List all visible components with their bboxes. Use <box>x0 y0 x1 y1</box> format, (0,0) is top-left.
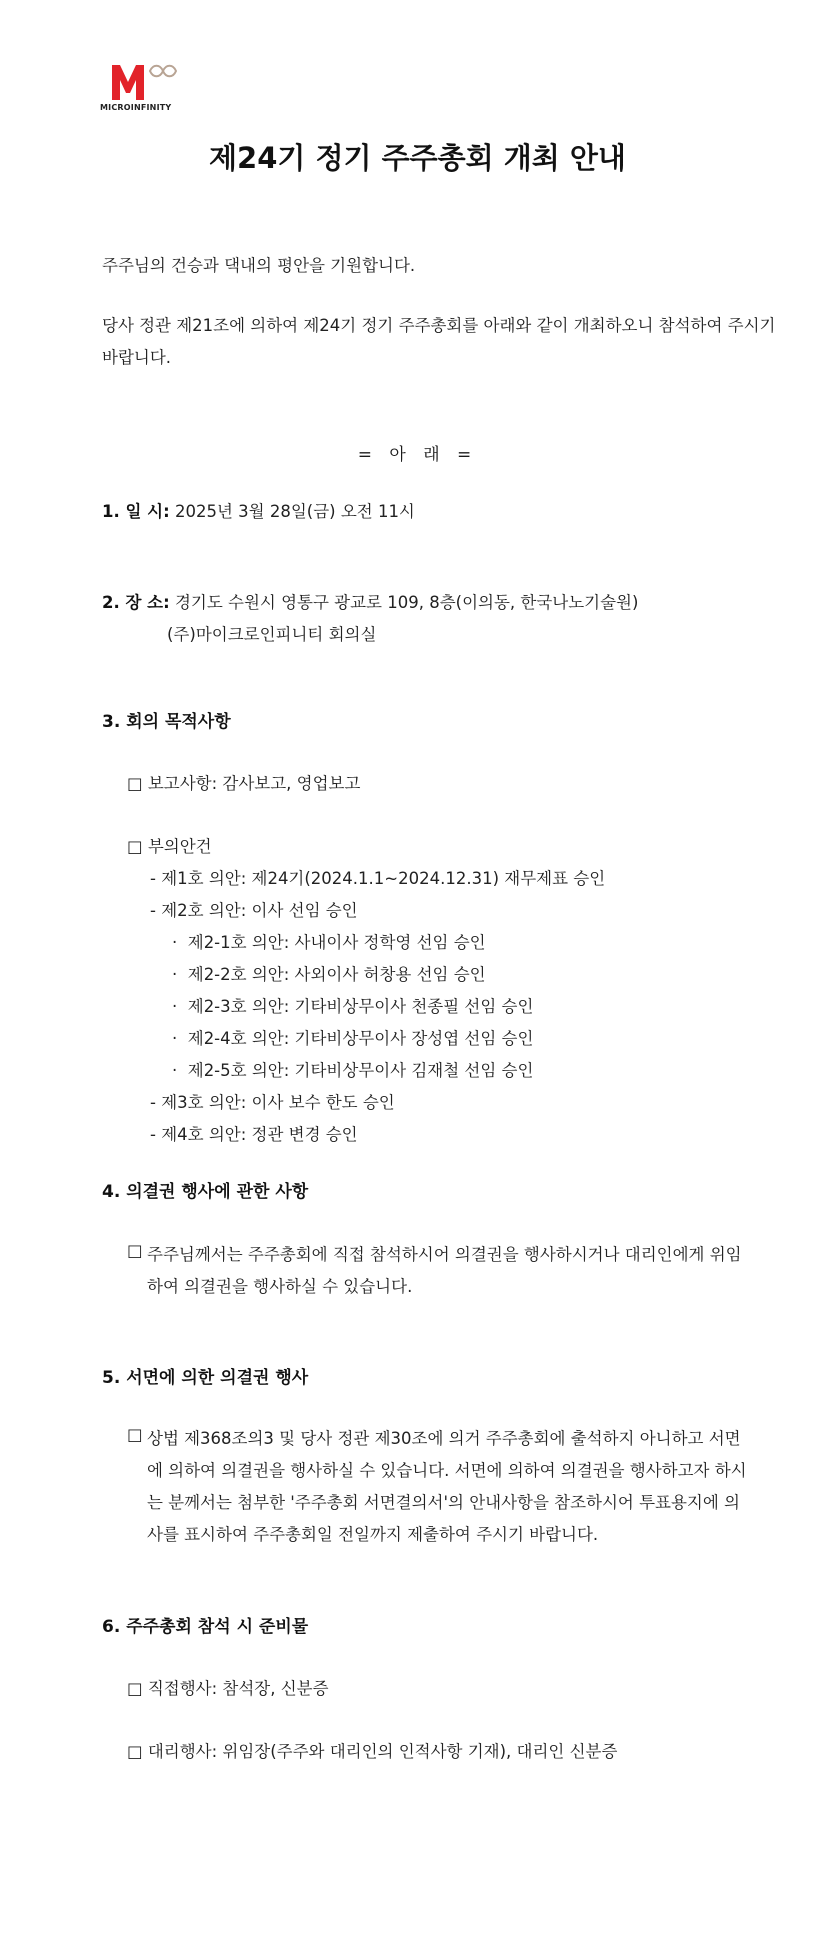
venue-label: 2. 장 소: <box>102 593 170 612</box>
sub-bullet: · <box>172 965 178 984</box>
logo-wordmark: MICROINFINITY <box>100 103 172 112</box>
voting-line-2: 하여 의결권을 행사하실 수 있습니다. <box>147 1277 413 1296</box>
datetime-label: 1. 일 시: <box>102 502 170 521</box>
section-3-heading: 3. 회의 목적사항 <box>102 712 231 732</box>
intro-line-2: 바랍니다. <box>102 348 172 367</box>
written-vote-line-4: 사를 표시하여 주주총회일 전일까지 제출하여 주시기 바랍니다. <box>147 1525 599 1544</box>
voting-box: □ <box>127 1241 143 1260</box>
agenda-sub-item: · 제2-5호 의안: 기타비상무이사 김재철 선임 승인 <box>172 1061 534 1080</box>
agenda-item-1: - 제1호 의안: 제24기(2024.1.1~2024.12.31) 재무제표 승인 <box>150 869 606 888</box>
written-vote-box: □ <box>127 1425 143 1444</box>
agenda-item-4: - 제4호 의안: 정관 변경 승인 <box>150 1125 358 1144</box>
agenda-sub-item: · 제2-4호 의안: 기타비상무이사 장성엽 선임 승인 <box>172 1029 534 1048</box>
intro-line-1: 당사 정관 제21조에 의하여 제24기 정기 주주총회를 아래와 같이 개최하오니 참석하여 주시기 <box>102 316 776 335</box>
agenda-sub-item: · 제2-3호 의안: 기타비상무이사 천종필 선임 승인 <box>172 997 534 1016</box>
separator-heading: = 아 래 = <box>357 445 478 465</box>
sub-bullet: · <box>172 933 178 952</box>
written-vote-line-2: 에 의하여 의결권을 행사하실 수 있습니다. 서면에 의하여 의결권을 행사하고자 하시 <box>147 1461 747 1480</box>
company-logo <box>100 58 195 114</box>
agenda-item-2: - 제2호 의안: 이사 선임 승인 <box>150 901 358 920</box>
prep-proxy: □ 대리행사: 위임장(주주와 대리인의 인적사항 기재), 대리인 신분증 <box>127 1742 618 1761</box>
microinfinity-m-icon <box>100 58 195 103</box>
venue-line-2: (주)마이크로인피니티 회의실 <box>167 625 377 644</box>
greeting-text: 주주님의 건승과 댁내의 평안을 기원합니다. <box>102 256 416 275</box>
page-title: 제24기 정기 주주총회 개최 안내 <box>209 141 626 175</box>
sub-bullet: · <box>172 1029 178 1048</box>
prep-direct: □ 직접행사: 참석장, 신분증 <box>127 1679 329 1698</box>
section-datetime <box>102 498 415 522</box>
section-4-heading: 4. 의결권 행사에 관한 사항 <box>102 1182 309 1202</box>
section-5-heading: 5. 서면에 의한 의결권 행사 <box>102 1368 309 1388</box>
report-items: □ 보고사항: 감사보고, 영업보고 <box>127 774 361 793</box>
agenda-item-3: - 제3호 의안: 이사 보수 한도 승인 <box>150 1093 395 1112</box>
agenda-sub-item: · 제2-2호 의안: 사외이사 허창용 선임 승인 <box>172 965 486 984</box>
voting-line-1: 주주님께서는 주주총회에 직접 참석하시어 의결권을 행사하시거나 대리인에게 위임 <box>147 1245 742 1264</box>
venue-line-1: 경기도 수원시 영통구 광교로 109, 8층(이의동, 한국나노기술원) <box>174 593 639 612</box>
sub-bullet: · <box>172 997 178 1016</box>
agenda-sub-item: · 제2-1호 의안: 사내이사 정학영 선임 승인 <box>172 933 486 952</box>
resolution-title: □ 부의안건 <box>127 837 212 856</box>
sub-bullet: · <box>172 1061 178 1080</box>
written-vote-line-1: 상법 제368조의3 및 당사 정관 제30조에 의거 주주총회에 출석하지 아니하고 서면 <box>147 1429 741 1448</box>
section-venue <box>102 589 638 613</box>
written-vote-line-3: 는 분께서는 첨부한 '주주총회 서면결의서'의 안내사항을 참조하시어 투표용지에 의 <box>147 1493 740 1512</box>
section-6-heading: 6. 주주총회 참석 시 준비물 <box>102 1617 309 1637</box>
datetime-value: 2025년 3월 28일(금) 오전 11시 <box>174 502 415 521</box>
